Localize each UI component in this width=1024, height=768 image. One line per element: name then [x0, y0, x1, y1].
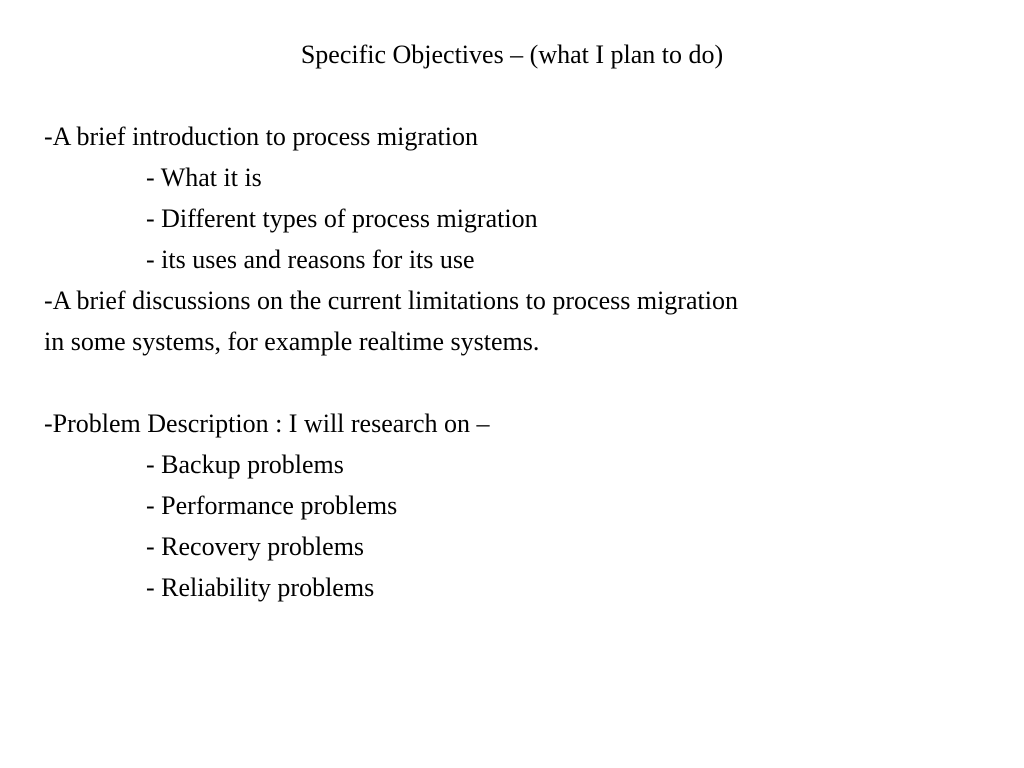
slide-title: Specific Objectives – (what I plan to do)	[300, 40, 724, 69]
problem-item-performance: - Performance problems	[146, 491, 398, 520]
spacer	[44, 362, 1004, 403]
intro-item-what-it-is: - What it is	[146, 163, 262, 192]
slide-body	[44, 116, 1004, 608]
problem-item-reliability: - Reliability problems	[146, 573, 375, 602]
intro-item-types: - Different types of process migration	[146, 204, 538, 233]
limitations-line-2: in some systems, for example realtime systems.	[44, 327, 540, 356]
problem-item-recovery: - Recovery problems	[146, 532, 365, 561]
problem-description-heading: -Problem Description : I will research on –	[44, 409, 490, 438]
problem-item-backup: - Backup problems	[146, 450, 344, 479]
section-intro-heading: -A brief introduction to process migration	[44, 122, 478, 151]
intro-item-uses: - its uses and reasons for its use	[146, 245, 475, 274]
limitations-line-1: -A brief discussions on the current limitations to process migration	[44, 286, 738, 315]
